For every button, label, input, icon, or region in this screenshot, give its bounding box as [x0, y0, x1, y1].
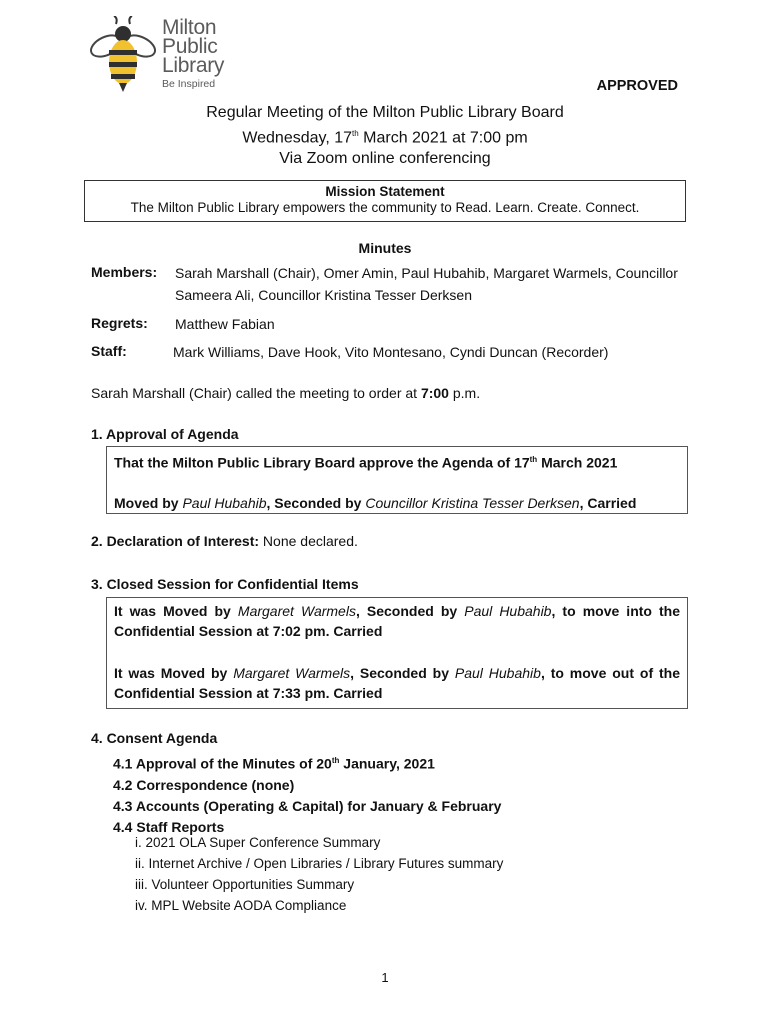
bee-icon: [88, 16, 158, 92]
consent-item-4-1: 4.1 Approval of the Minutes of 20th January, 2021: [113, 755, 435, 772]
page-number: 1: [381, 970, 389, 985]
mission-statement-box: [84, 180, 686, 222]
closed-session-motion-2: It was Moved by Margaret Warmels, Seconded by Paul Hubahib, to move out of the Confidential Session at 7:33 pm. Carried: [114, 665, 680, 701]
section-2-title: 2. Declaration of Interest:: [91, 533, 260, 549]
call-to-order: Sarah Marshall (Chair) called the meeting to order at 7:00 p.m.: [91, 385, 481, 401]
members-label: Members:: [91, 264, 158, 280]
section-4-title: 4. Consent Agenda: [91, 730, 218, 746]
library-logo: [88, 16, 248, 92]
minutes-title: Minutes: [358, 240, 412, 256]
logo-line-3: Library: [162, 54, 225, 77]
agenda-motion-moved: Moved by Paul Hubahib, Seconded by Councillor Kristina Tesser Derksen, Carried: [114, 494, 637, 511]
staff-report-item: i. 2021 OLA Super Conference Summary: [135, 835, 381, 850]
consent-item-4-3: 4.3 Accounts (Operating & Capital) for January & February: [113, 797, 502, 814]
heading-line-2: Wednesday, 17th March 2021 at 7:00 pm: [242, 129, 528, 147]
consent-item-4-2: 4.2 Correspondence (none): [113, 776, 295, 793]
logo-tagline: Be Inspired: [162, 78, 216, 90]
staff-label: Staff:: [91, 343, 127, 359]
logo-line-2: Public: [162, 35, 218, 58]
approved-status: APPROVED: [596, 78, 678, 94]
closed-session-box: [106, 597, 688, 709]
staff-reports-list: [135, 832, 503, 916]
section-2: [91, 533, 358, 549]
meeting-heading: [0, 102, 770, 169]
heading-line-1: Regular Meeting of the Milton Public Library Board: [206, 104, 564, 121]
staff-list: Mark Williams, Dave Hook, Vito Montesano, Cyndi Duncan (Recorder): [173, 344, 609, 360]
members-list: Sarah Marshall (Chair), Omer Amin, Paul Hubahib, Margaret Warmels, Councillor Sameera Ali, Councillor Kristina Tesser Derksen: [175, 265, 678, 303]
consent-agenda-list: [113, 750, 501, 838]
agenda-motion-text: That the Milton Public Library Board approve the Agenda of 17th March 2021: [114, 454, 618, 471]
regrets-label: Regrets:: [91, 315, 148, 331]
heading-line-3: Via Zoom online conferencing: [279, 150, 491, 168]
staff-report-item: iii. Volunteer Opportunities Summary: [135, 877, 355, 892]
section-1-title: 1. Approval of Agenda: [91, 426, 239, 442]
mission-text: The Milton Public Library empowers the community to Read. Learn. Create. Connect.: [130, 200, 640, 215]
closed-session-motion-1: It was Moved by Margaret Warmels, Seconded by Paul Hubahib, to move into the Confidential Session at 7:02 pm. Carried: [114, 603, 681, 639]
mission-title: Mission Statement: [325, 184, 445, 199]
staff-report-item: iv. MPL Website AODA Compliance: [135, 898, 347, 913]
logo-wordmark: [162, 18, 224, 75]
staff-report-item: ii. Internet Archive / Open Libraries / Library Futures summary: [135, 856, 504, 871]
section-2-text: None declared.: [259, 533, 358, 549]
section-3-title: 3. Closed Session for Confidential Items: [91, 576, 359, 592]
regrets-list: Matthew Fabian: [175, 316, 275, 332]
agenda-motion-box: [106, 446, 688, 514]
consent-item-4-4: 4.4 Staff Reports: [113, 818, 225, 835]
logo-line-1: Milton: [162, 16, 217, 39]
